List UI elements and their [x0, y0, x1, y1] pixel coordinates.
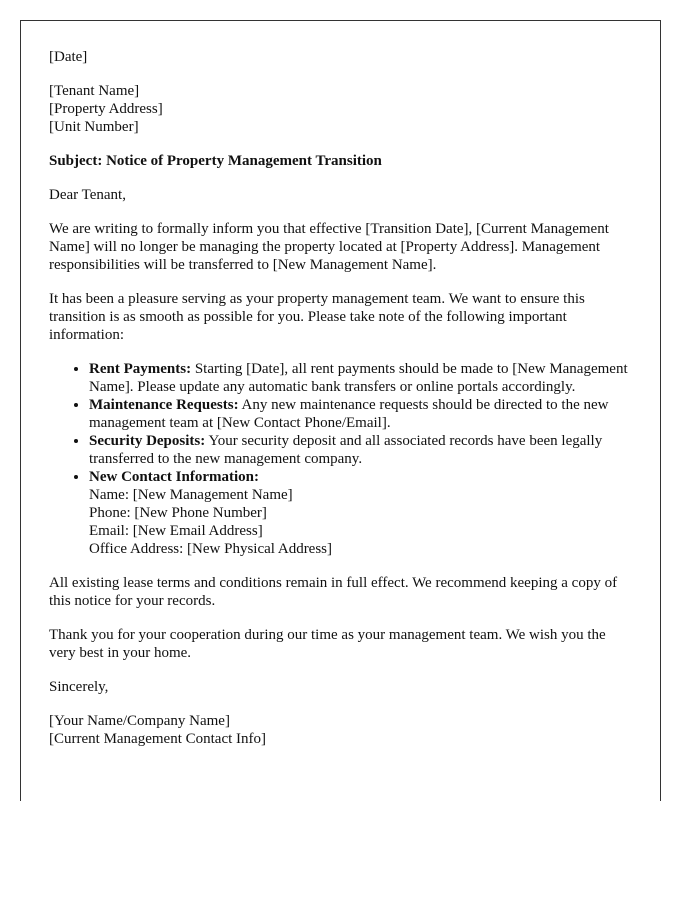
closing-paragraph: Thank you for your cooperation during our time as your management team. We wish you the very best in your home.	[49, 627, 606, 661]
property-address: [Property Address]	[49, 101, 163, 117]
signature-contact: [Current Management Contact Info]	[49, 731, 267, 747]
recipient-block	[49, 82, 632, 136]
salutation: Dear Tenant,	[49, 187, 126, 203]
tenant-name: [Tenant Name]	[49, 83, 140, 99]
list-item-maintenance: • Maintenance Requests: Any new maintenance requests should be directed to the new management team at [New Contact Phone/Email].	[89, 396, 632, 432]
unit-number: [Unit Number]	[49, 119, 139, 135]
contact-phone: Phone: [New Phone Number]	[89, 505, 267, 521]
closing-paragraph: All existing lease terms and conditions remain in full effect. We recommend keeping a copy of this notice for your records.	[49, 575, 618, 609]
subject-line: Subject: Notice of Property Management Transition	[49, 153, 382, 169]
contact-name: Name: [New Management Name]	[89, 487, 293, 503]
list-item-contact: • New Contact Information: Name: [New Management Name] Phone: [New Phone Number] Email: [New Email Address] Office Address: [New Physical Address]	[89, 468, 632, 558]
body-paragraph: We are writing to formally inform you that effective [Transition Date], [Current Management Name] will no longer be managing the property located at [Property Address]. Management responsibilities will be transferred to [New Management Name].	[49, 221, 609, 273]
info-list	[49, 360, 632, 558]
contact-office: Office Address: [New Physical Address]	[89, 541, 333, 557]
body-paragraph: It has been a pleasure serving as your property management team. We want to ensure this transition is as smooth as possible for you. Please take note of the following important information:	[49, 291, 585, 343]
letter-date: [Date]	[49, 49, 88, 65]
list-item-deposits: • Security Deposits: Your security deposit and all associated records have been legally transferred to the new management company.	[89, 432, 632, 468]
contact-email: Email: [New Email Address]	[89, 523, 263, 539]
letter-page	[20, 20, 661, 801]
list-item-rent: • Rent Payments: Starting [Date], all rent payments should be made to [New Management Name]. Please update any automatic bank transfers or online portals accordingly.	[89, 360, 632, 396]
signature-block	[49, 712, 632, 748]
signoff: Sincerely,	[49, 679, 109, 695]
signature-name: [Your Name/Company Name]	[49, 713, 230, 729]
